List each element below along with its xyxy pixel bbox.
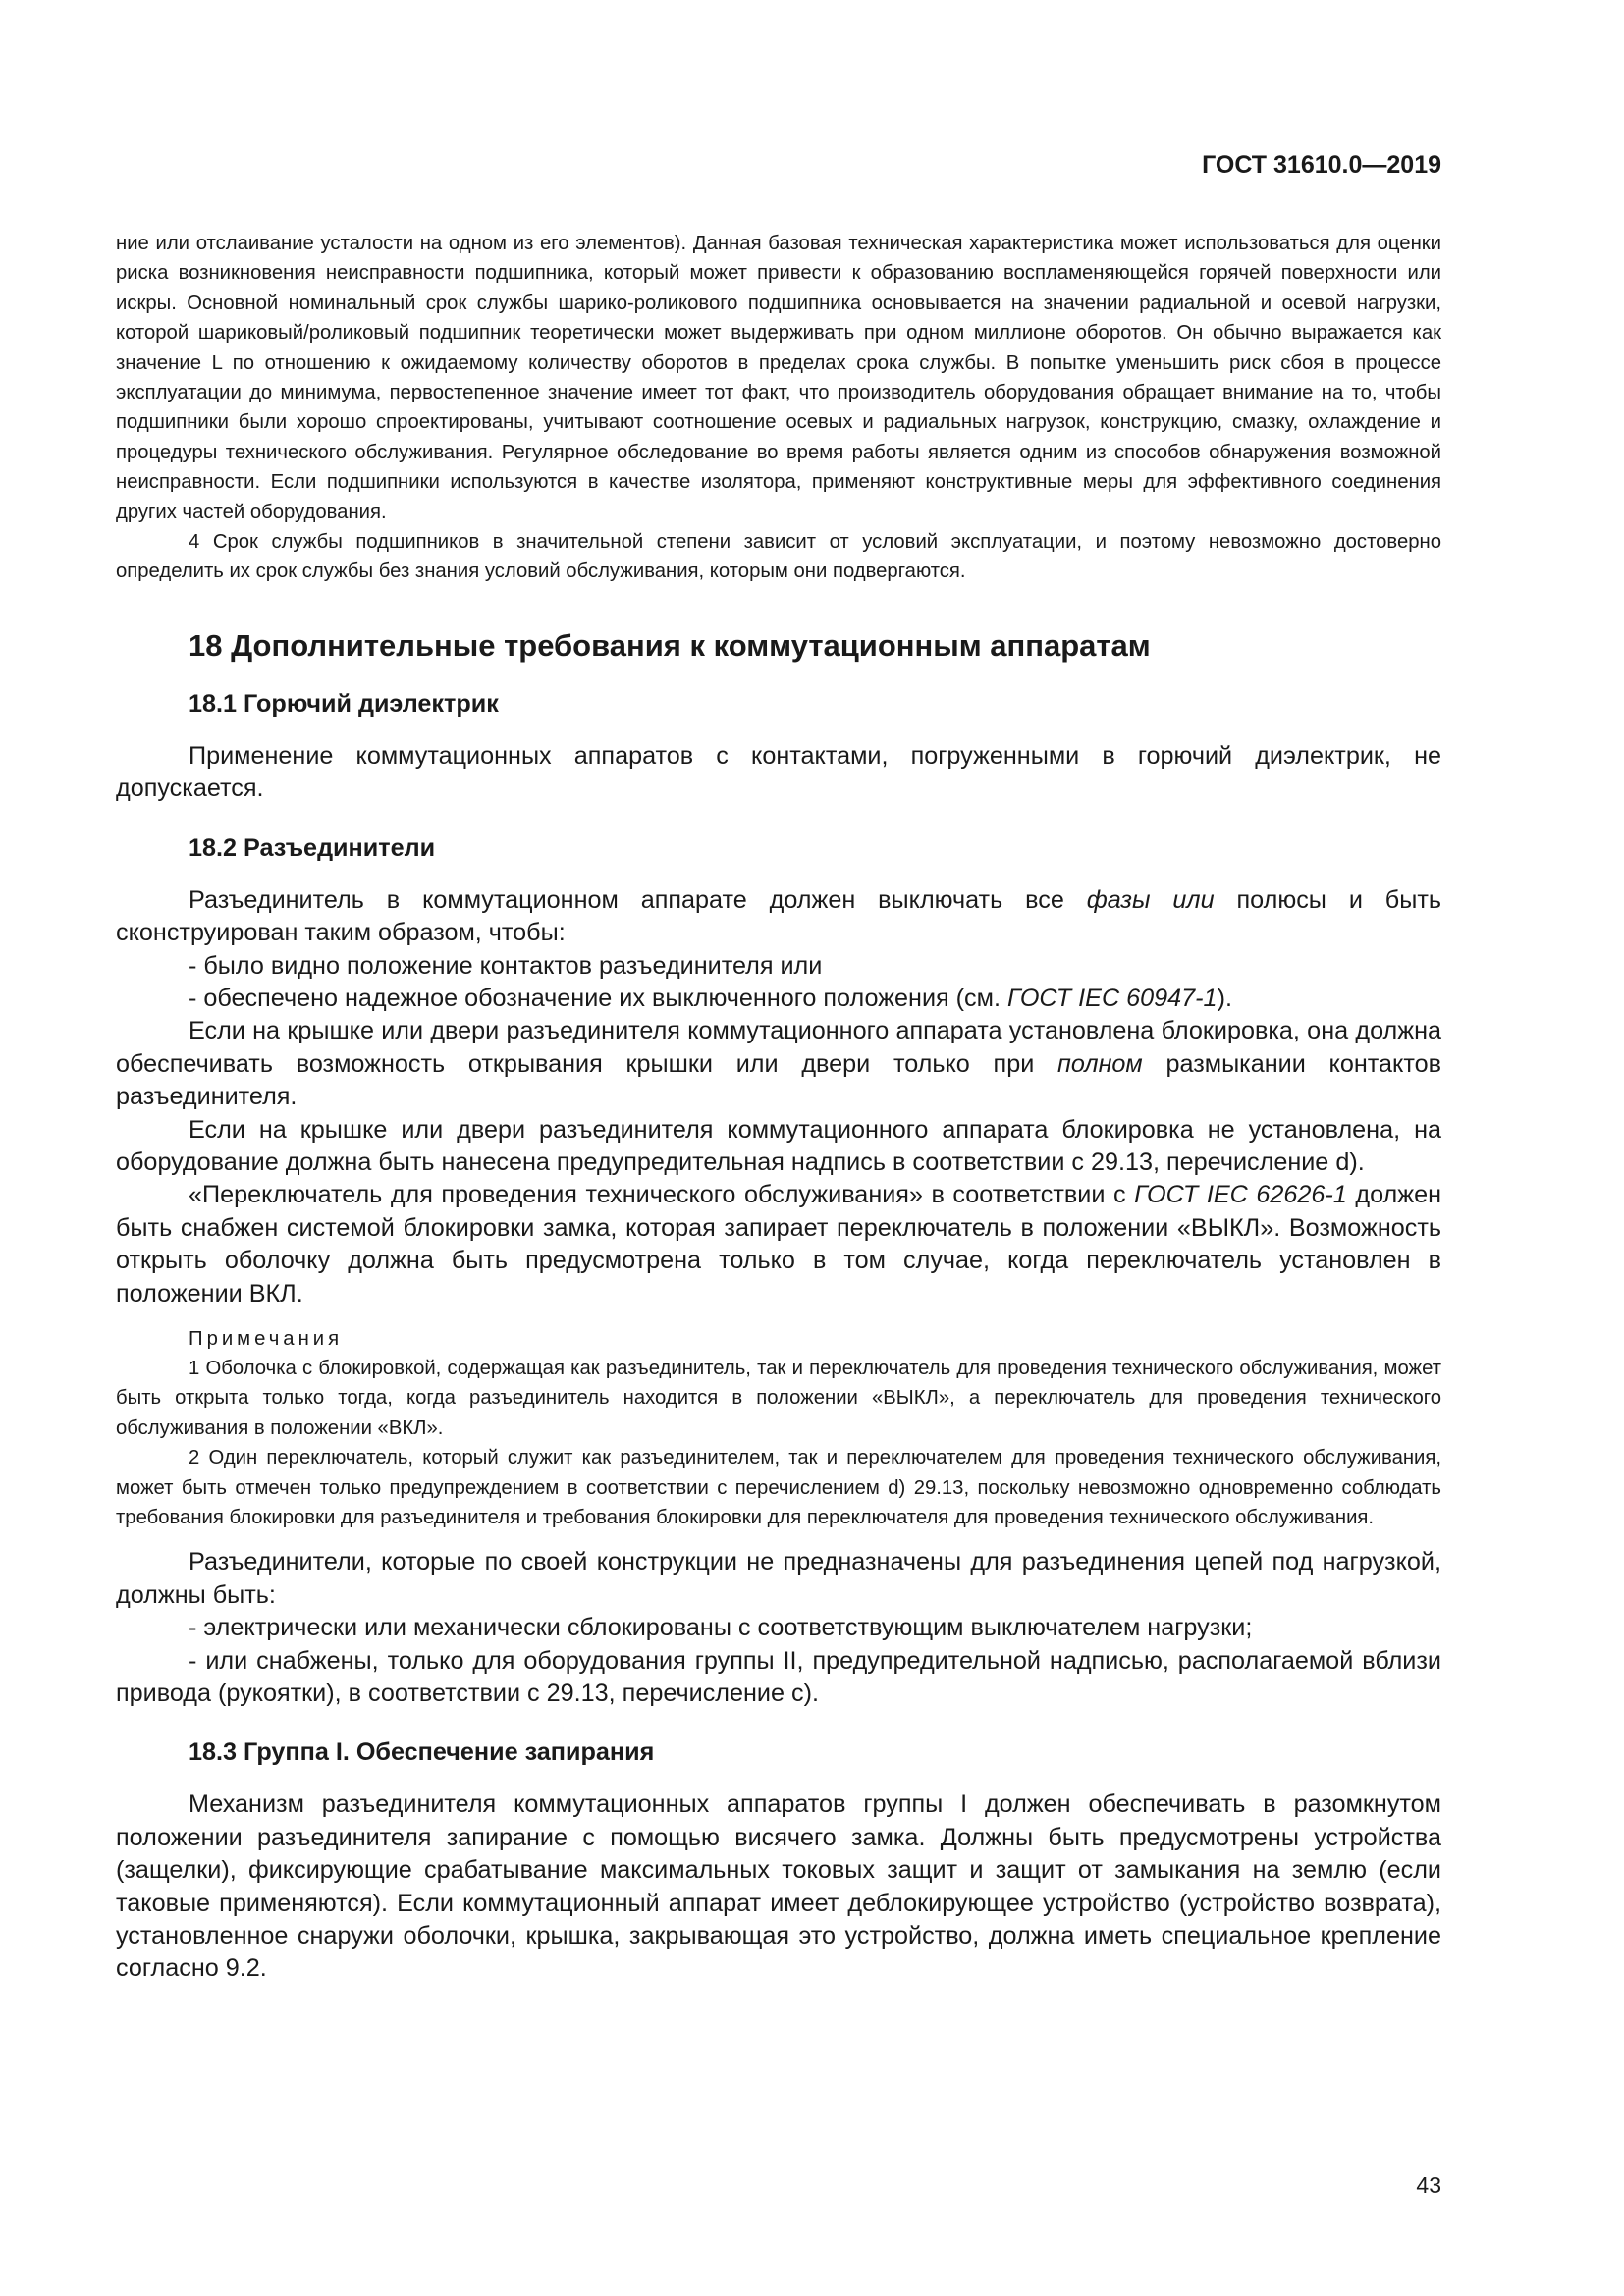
- section-18-3-title: 18.3 Группа I. Обеспечение запирания: [189, 1738, 655, 1767]
- document-code: ГОСТ 31610.0—2019: [1202, 151, 1441, 179]
- section-18-2-paragraph-4: «Переключатель для проведения технического обслуживания» в соответствии с ГОСТ IEC 62626-1 должен быть снабжен системой блокировки замка, которая запирает переключатель в положении «ВЫКЛ». Возможность открыть оболочку должна быть предусмотрена только в том случае, когда переключатель установлен в положении ВКЛ.: [116, 1181, 1441, 1308]
- list-item-4: - или снабжены, только для оборудования группы II, предупредительной надписью, располагаемой вблизи привода (рукоятки), в соответствии с 29.13, перечисление с).: [116, 1646, 1441, 1708]
- section-18-2-paragraph-3: Если на крышке или двери разъединителя коммутационного аппарата блокировка не установлена, на оборудование должна быть нанесена предупредительная надпись в соответствии с 29.13, перечисление d).: [116, 1115, 1441, 1176]
- section-18-1-title: 18.1 Горючий диэлектрик: [189, 689, 499, 718]
- notes-title: Примечания: [189, 1327, 344, 1350]
- note-2: 2 Один переключатель, который служит как разъединителем, так и переключателем для проведения технического обслуживания, может быть отмечен только предупреждением в соответствии с перечислением d) 29.13, поскольку невозможно одновременно соблюдать требования блокировки для разъединителя и требования блокировки для переключателя для проведения технического обслуживания.: [116, 1447, 1441, 1528]
- continued-paragraph: ние или отслаивание усталости на одном из его элементов). Данная базовая техническая характеристика может использоваться для оценки риска возникновения неисправности подшипника, который может привести к образованию воспламеняющейся горячей поверхности или искры. Основной номинальный срок службы шарико-роликового подшипника основывается на значении радиальной и осевой нагрузки, которой шариковый/роликовый подшипник теоретически может выдерживать при одном миллионе оборотов. Он обычно выражается как значение L по отношению к ожидаемому количеству оборотов в пределах срока службы. В попытке уменьшить риск сбоя в процессе эксплуатации до минимума, первостепенное значение имеет тот факт, что производитель оборудования обращает внимание на то, чтобы подшипники были хорошо спроектированы, учитывают соотношение осевых и радиальных нагрузок, конструкцию, смазку, охлаждение и процедуры технического обслуживания. Регулярное обследование во время работы является одним из способов обнаружения возможной неисправности. Если подшипники используются в качестве изолятора, применяют конструктивные меры для эффективного соединения других частей оборудования.: [116, 233, 1441, 523]
- note-4: 4 Срок службы подшипников в значительной степени зависит от условий эксплуатации, и поэтому невозможно достоверно определить их срок службы без знания условий обслуживания, которым они подвергаются.: [116, 531, 1441, 583]
- section-18-title: 18 Дополнительные требования к коммутационным аппаратам: [189, 627, 1151, 663]
- page-number: 43: [1416, 2172, 1441, 2198]
- section-18-2-paragraph-5: Разъединители, которые по своей конструкции не предназначены для разъединения цепей под нагрузкой, должны быть:: [116, 1548, 1441, 1609]
- section-18-2-paragraph-1: Разъединитель в коммутационном аппарате должен выключать все фазы или полюсы и быть сконструирован таким образом, чтобы:: [116, 885, 1441, 947]
- list-item-2: - обеспечено надежное обозначение их выключенного положения (см. ГОСТ IEC 60947-1).: [189, 984, 1232, 1012]
- list-item-3: - электрически или механически сблокированы с соответствующим выключателем нагрузки;: [189, 1614, 1253, 1642]
- list-item-1: - было видно положение контактов разъединителя или: [189, 951, 823, 980]
- page-content: [116, 229, 1441, 1986]
- section-18-3-paragraph: Механизм разъединителя коммутационных аппаратов группы I должен обеспечивать в разомкнутом положении разъединителя запирание с помощью висячего замка. Должны быть предусмотрены устройства (защелки), фиксирующие срабатывание максимальных токовых защит и защит от замыкания на землю (если таковые применяются). Если коммутационный аппарат имеет деблокирующее устройство (устройство возврата), установленное снаружи оболочки, крышка, закрывающая это устройство, должна иметь специальное крепление согласно 9.2.: [116, 1790, 1441, 1983]
- section-18-2-title: 18.2 Разъединители: [189, 833, 436, 862]
- note-1: 1 Оболочка с блокировкой, содержащая как разъединитель, так и переключатель для проведения технического обслуживания, может быть открыта только тогда, когда разъединитель находится в положении «ВЫКЛ», а переключатель для проведения технического обслуживания в положении «ВКЛ».: [116, 1357, 1441, 1439]
- section-18-2-paragraph-2: Если на крышке или двери разъединителя коммутационного аппарата установлена блокировка, она должна обеспечивать возможность открывания крышки или двери только при полном размыкании контактов разъединителя.: [116, 1017, 1441, 1111]
- section-18-1-paragraph: Применение коммутационных аппаратов с контактами, погруженными в горючий диэлектрик, не допускается.: [116, 741, 1441, 803]
